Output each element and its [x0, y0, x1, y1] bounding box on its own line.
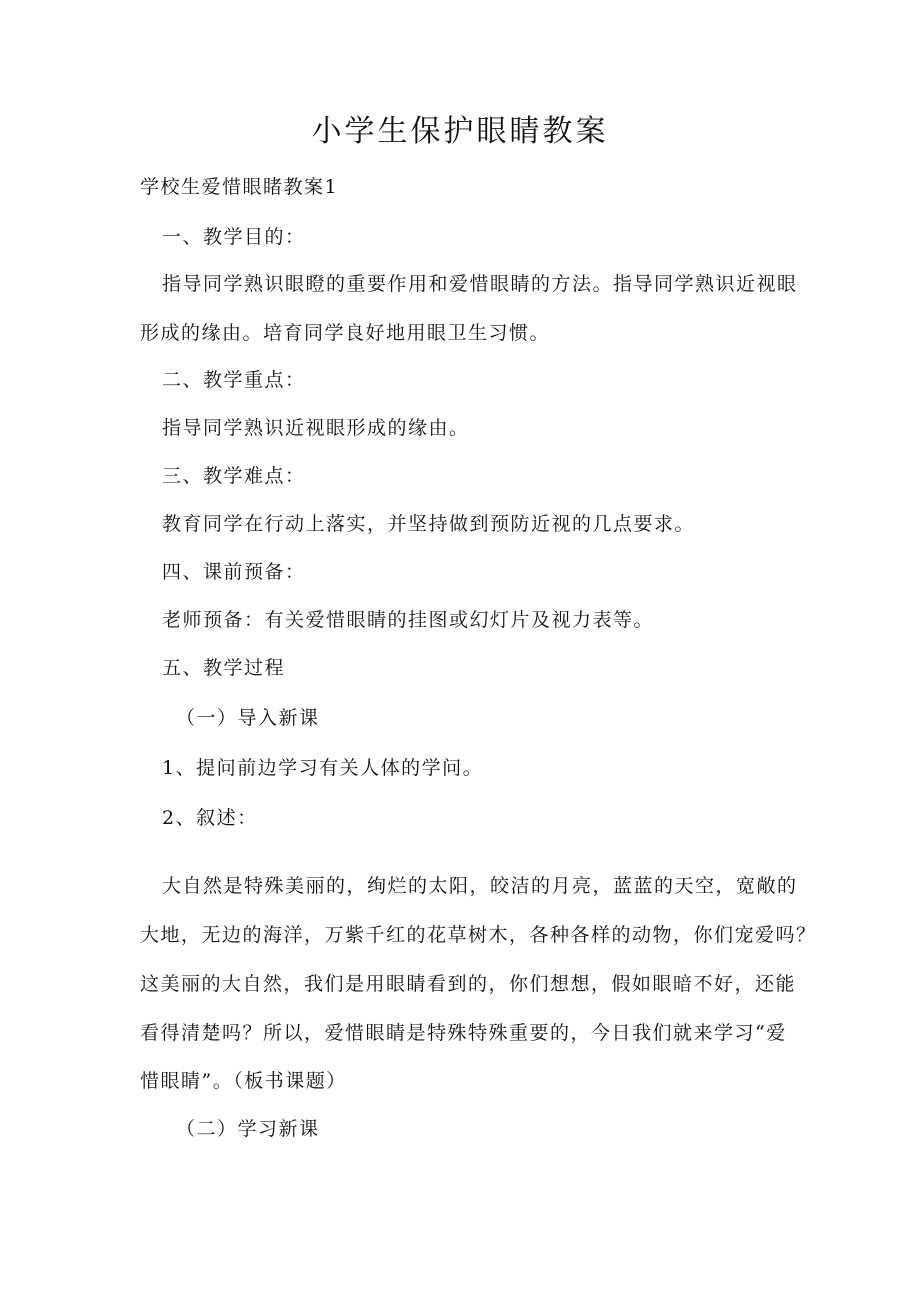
list-item-1: 1、提问前边学习有关人体的学问。: [162, 757, 484, 779]
objectives-text-line-1: 指导同学熟识眼瞪的重要作用和爱惜眼睛的方法。指导同学熟识近视眼: [162, 273, 798, 295]
objectives-text-line-2: 形成的缘由。培育同学良好地用眼卫生习惯。: [140, 322, 551, 344]
section-heading-difficulties: 三、教学难点：: [162, 465, 306, 487]
subsection-heading-intro: （一）导入新课: [176, 707, 320, 729]
key-points-text: 指导同学熟识近视眼形成的缘由。: [162, 417, 470, 439]
difficulties-text: 教育同学在行动上落实，并坚持做到预防近视的几点要求。: [162, 513, 696, 535]
document-title: 小学生保护眼睛教案: [311, 114, 609, 149]
section-heading-preparation: 四、课前预备：: [162, 561, 306, 583]
paragraph-line-3: 这美丽的大自然，我们是用眼睛看到的，你们想想，假如眼暗不好，还能: [140, 973, 797, 995]
list-item-2: 2、叙述：: [162, 807, 258, 829]
paragraph-line-1: 大自然是特殊美丽的，绚烂的太阳，皎洁的月亮，蓝蓝的天空，宽敞的: [162, 875, 798, 897]
paragraph-line-5: 惜眼睛”。（板书课题）: [140, 1070, 347, 1092]
subsection-heading-new-lesson: （二）学习新课: [176, 1118, 320, 1140]
paragraph-line-2: 大地，无边的海洋，万紫千红的花草树木，各种各样的动物，你们宠爱吗？: [140, 924, 817, 946]
paragraph-line-4: 看得清楚吗？所以，爱惜眼睛是特殊特殊重要的，今日我们就来学习“爱: [140, 1022, 787, 1044]
section-heading-key-points: 二、教学重点：: [162, 369, 306, 391]
document-subtitle: 学校生爱惜眼睹教案1: [140, 176, 339, 198]
section-heading-process: 五、教学过程: [162, 657, 286, 679]
preparation-text: 老师预备：有关爱惜眼睛的挂图或幻灯片及视力表等。: [162, 609, 655, 631]
section-heading-objectives: 一、教学目的：: [162, 226, 306, 248]
